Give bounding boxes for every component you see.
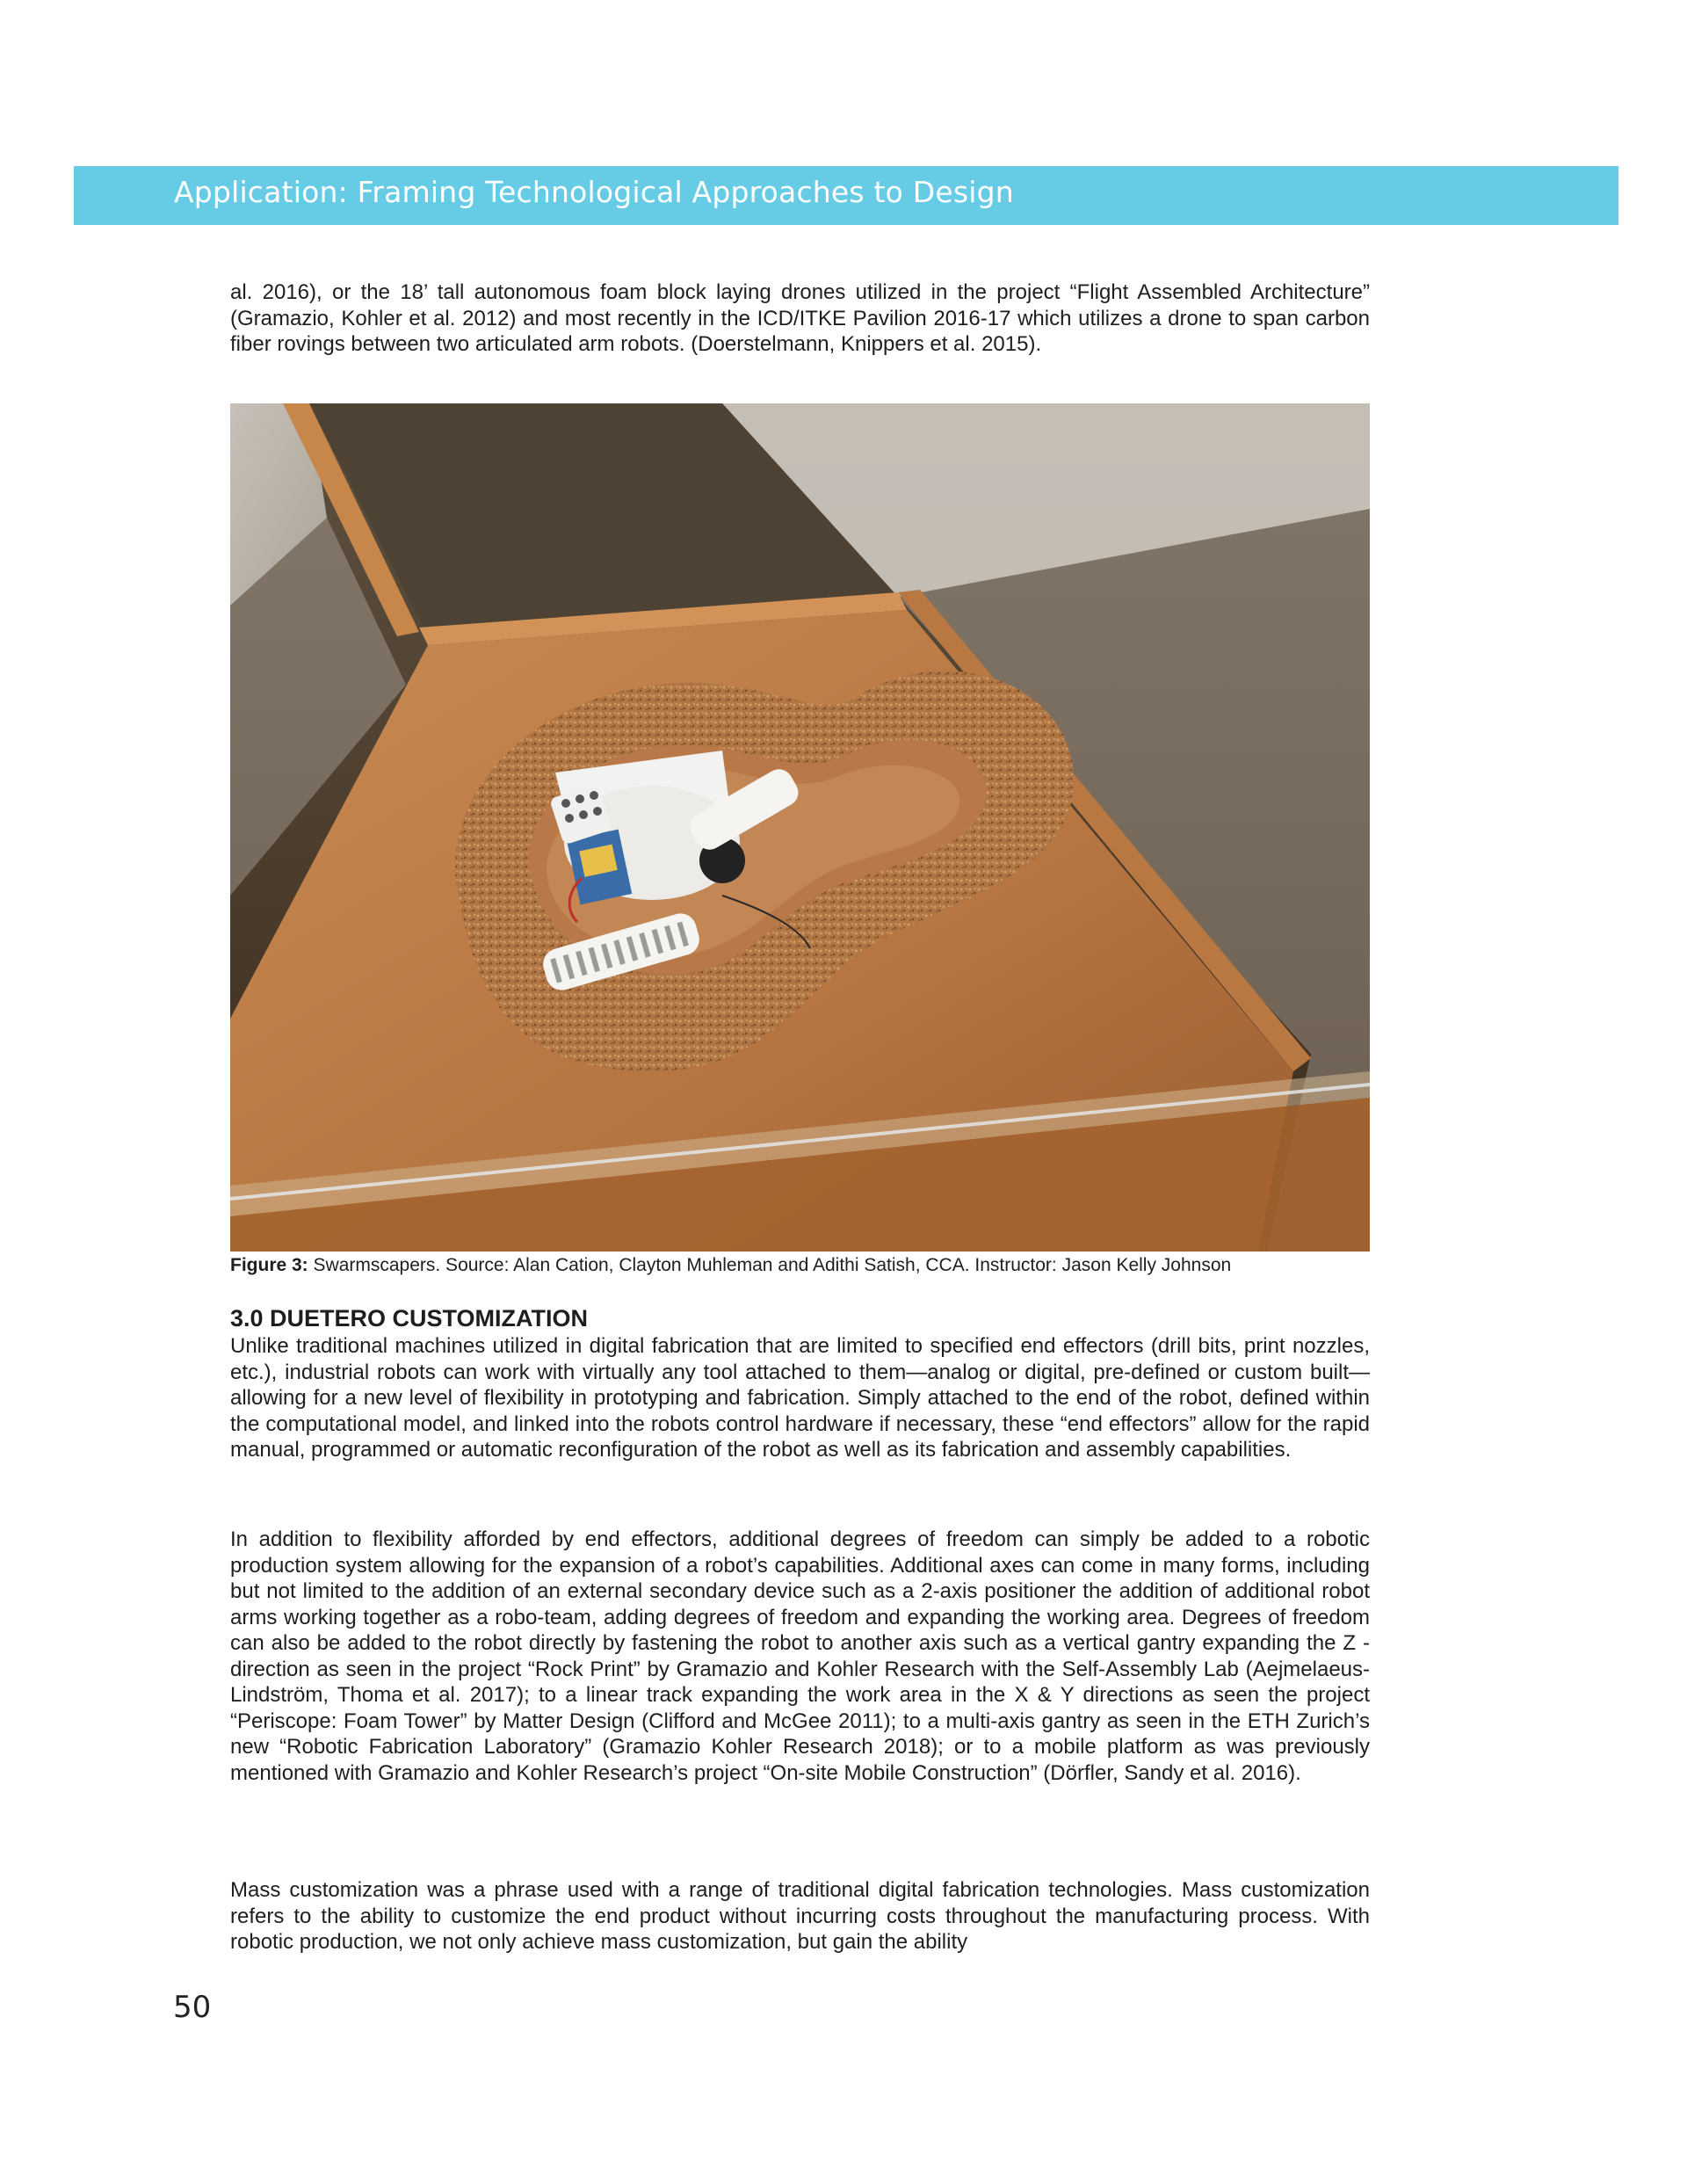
running-header-band xyxy=(74,166,1618,225)
section-heading: 3.0 DUETERO CUSTOMIZATION xyxy=(230,1305,589,1331)
section-paragraph-3: Mass customization was a phrase used with a range of traditional digital fabrication technologies. Mass customization refers to the ability to customize the end product without incurring costs throughout the manufacturing process. With robotic production, we not only achieve mass customization, but gain the ability xyxy=(230,1878,1370,1954)
figure-photo xyxy=(230,403,1370,1252)
page-number: 50 xyxy=(173,1990,212,2025)
swarmscapers-photo xyxy=(230,403,1370,1252)
section-paragraph-1: Unlike traditional machines utilized in digital fabrication that are limited to specified end effectors (drill bits, print nozzles, etc.), industrial robots can work with virtually any tool attached to them—analog or digital, pre-defined or custom built—allowing for a new level of flexibility in prototyping and fabrication. Simply attached to the end of the robot, defined within the computational model, and linked into the robots control hardware if necessary, these “end effectors” allow for the rapid manual, programmed or automatic reconfiguration of the robot as well as its fabrication and assembly capabilities. xyxy=(230,1334,1370,1462)
section-paragraph-2: In addition to flexibility afforded by end effectors, additional degrees of freedom can simply be added to a robotic production system allowing for the expansion of a robot’s capabilities. Additional axes can come in many forms, including but not limited to the addition of an external secondary device such as a 2-axis positioner the addition of additional robot arms working together as a robo-team, adding degrees of freedom and expanding the working area. Degrees of freedom can also be added to the robot directly by fastening the robot to another axis such as a vertical gantry expanding the Z - direction as seen in the project “Rock Print” by Gramazio and Kohler Research with the Self-Assembly Lab (Aejmelaeus-Lindström, Thoma et al. 2017); to a linear track expanding the work area in the X & Y directions as seen the project “Periscope: Foam Tower” by Matter Design (Clifford and McGee 2011); to a multi-axis gantry as seen in the ETH Zurich’s new “Robotic Fabrication Laboratory” (Gramazio Kohler Research 2018); or to a mobile platform as was previously mentioned with Gramazio and Kohler Research’s project “On-site Mobile Construction” (Dörfler, Sandy et al. 2016). xyxy=(230,1527,1370,1785)
running-header-title: Application: Framing Technological Approaches to Design xyxy=(174,175,1014,209)
figure-caption-text: Swarmscapers. Source: Alan Cation, Clayton Muhleman and Adithi Satish, CCA. Instructor: Jason Kelly Johnson xyxy=(308,1255,1232,1275)
intro-paragraph: al. 2016), or the 18’ tall autonomous foam block laying drones utilized in the project “Flight Assembled Architecture” (Gramazio, Kohler et al. 2012) and most recently in the ICD/ITKE Pavilion 2016-17 which utilizes a drone to span carbon fiber rovings between two articulated arm robots. (Doerstelmann, Knippers et al. 2015). xyxy=(230,280,1370,356)
figure-label: Figure 3: xyxy=(230,1255,308,1275)
figure-caption xyxy=(230,1253,1370,1278)
